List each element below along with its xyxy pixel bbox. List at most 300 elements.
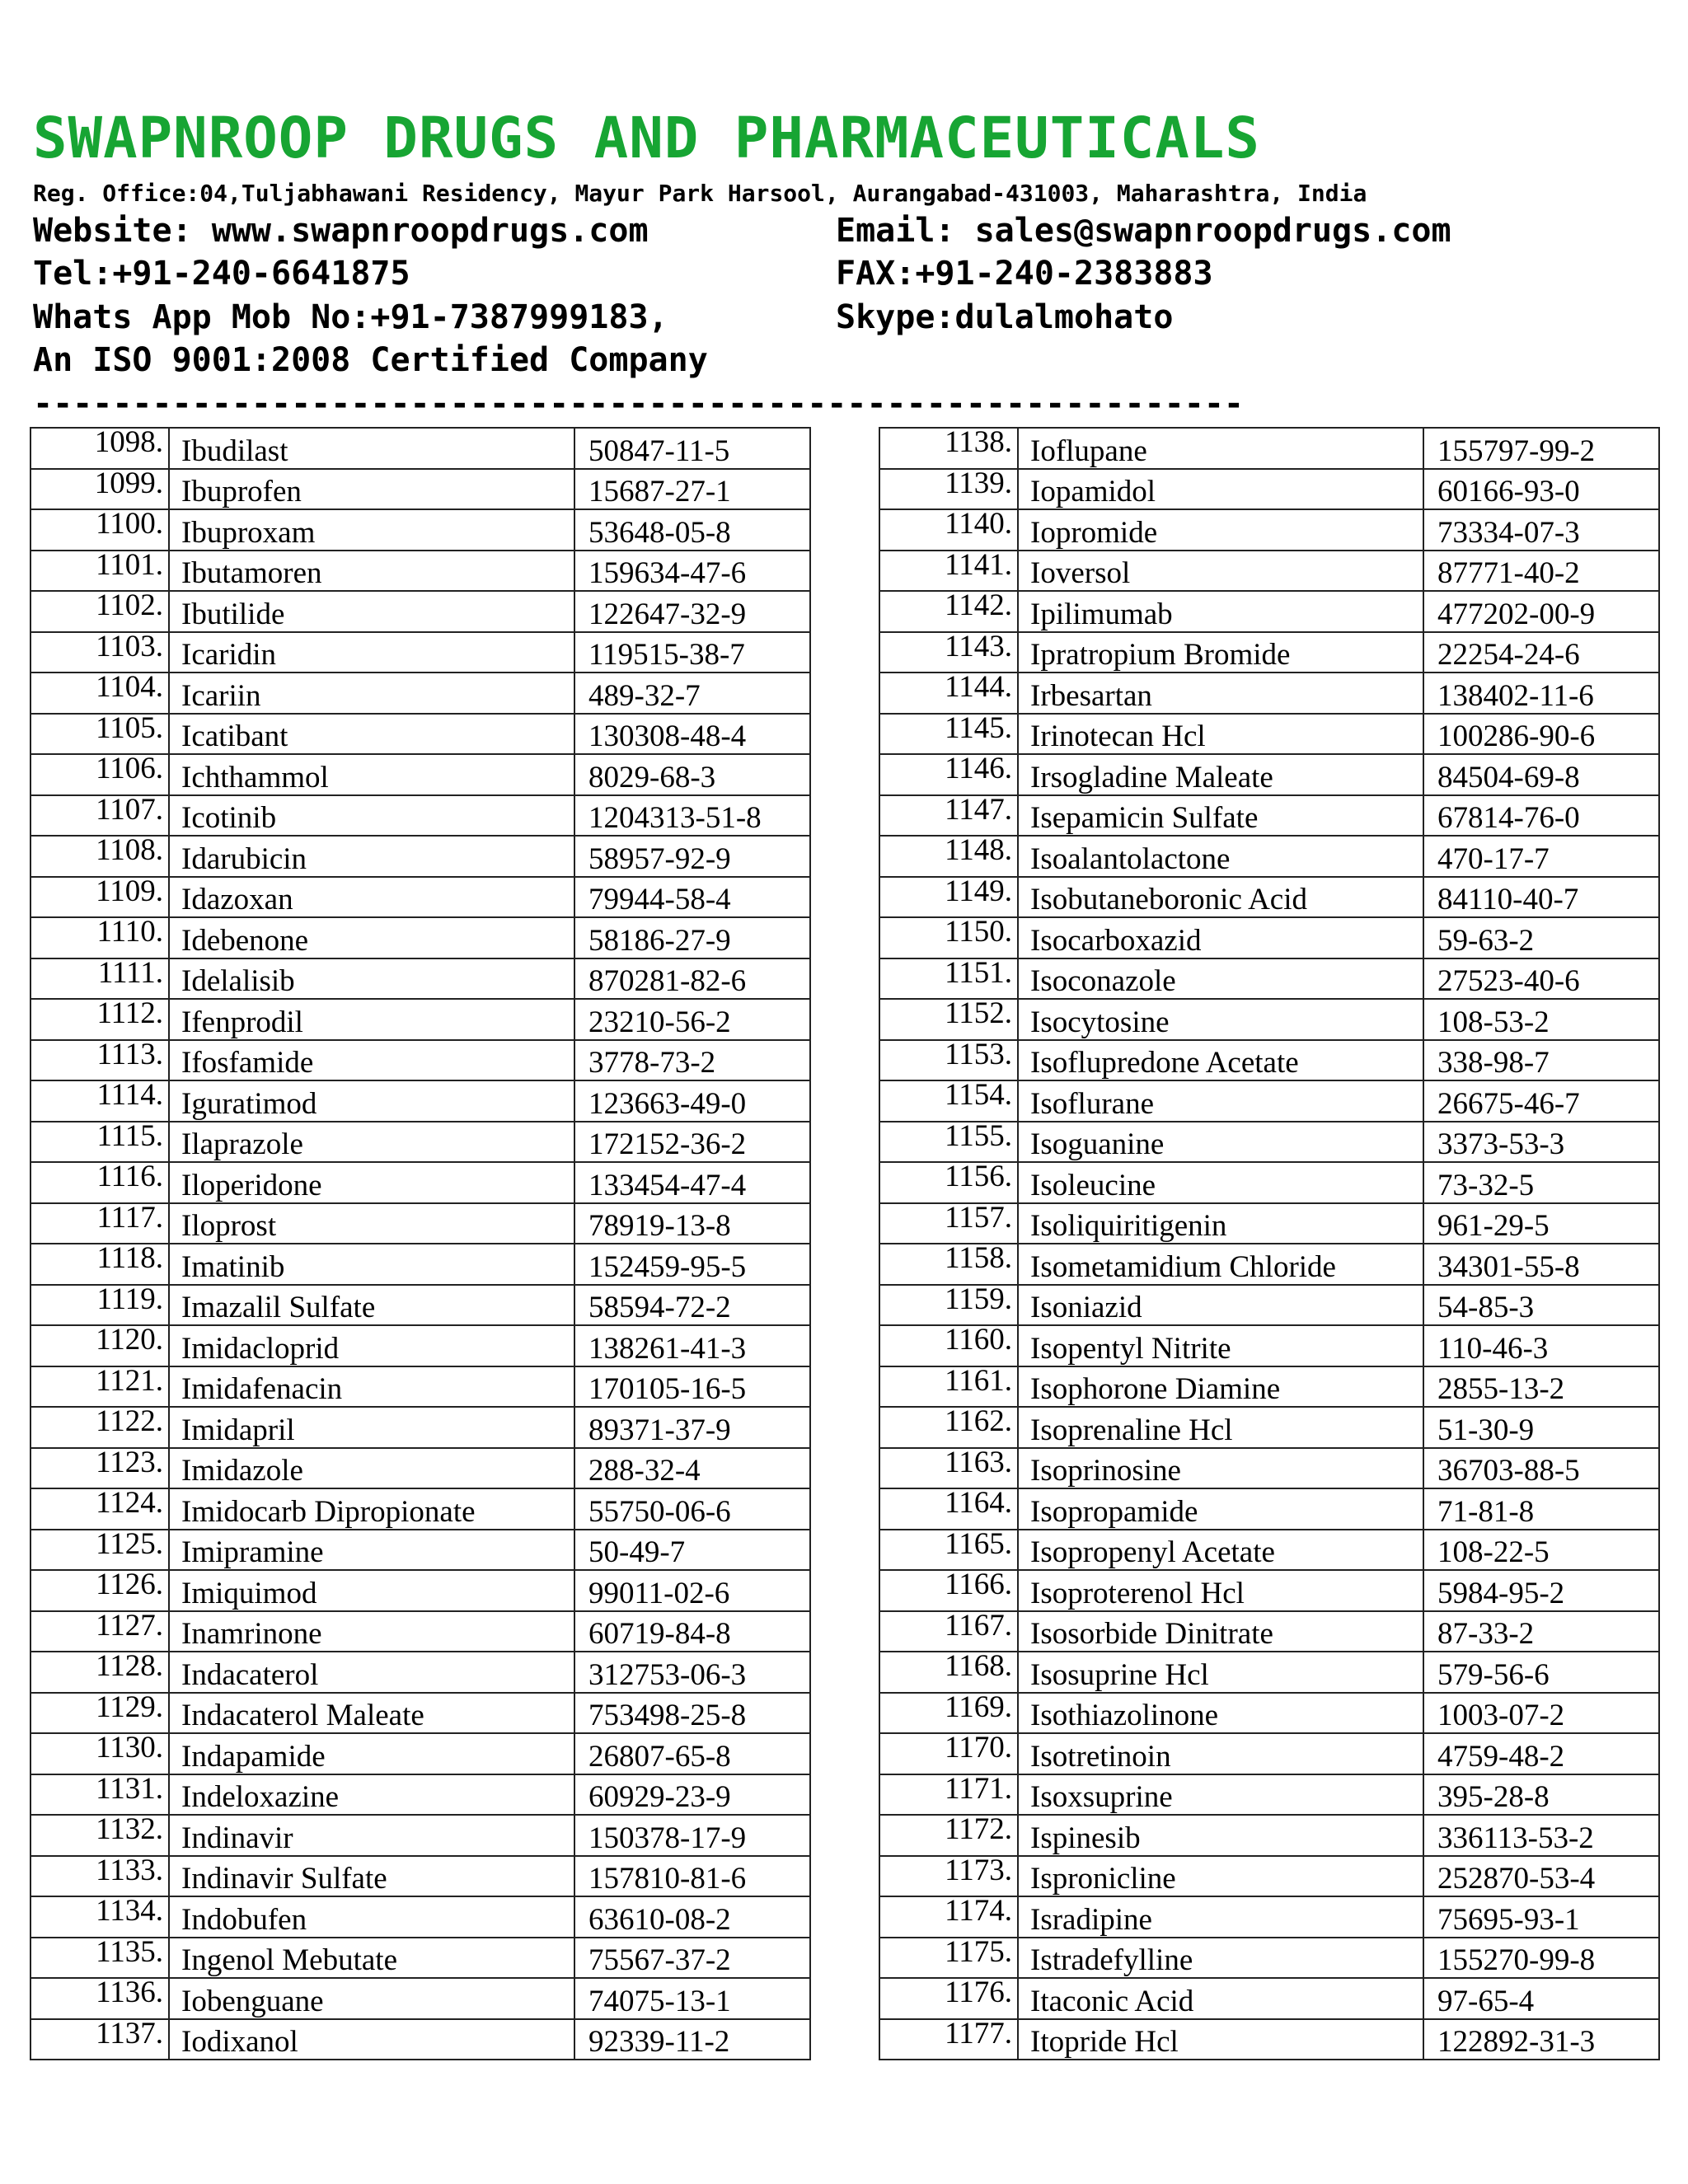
serial-number: 1166.	[879, 1570, 1018, 1611]
serial-number: 1119.	[30, 1285, 169, 1326]
table-row	[30, 428, 810, 469]
cas-number: 123663-49-0	[574, 1080, 810, 1122]
serial-number: 1147.	[879, 795, 1018, 837]
cas-number: 170105-16-5	[574, 1366, 810, 1408]
serial-number: 1099.	[30, 469, 169, 510]
serial-number: 1152.	[879, 999, 1018, 1040]
drug-name: Istradefylline	[1018, 1938, 1423, 1979]
serial-number: 1173.	[879, 1856, 1018, 1897]
serial-number: 1163.	[879, 1448, 1018, 1489]
table-row	[879, 958, 1659, 1000]
serial-number: 1176.	[879, 1978, 1018, 2019]
cas-number: 252870-53-4	[1423, 1856, 1659, 1897]
cas-number: 2855-13-2	[1423, 1366, 1659, 1408]
drug-name: Isopropamide	[1018, 1488, 1423, 1530]
table-row	[879, 591, 1659, 632]
table-row	[879, 999, 1659, 1040]
table-row	[879, 1652, 1659, 1693]
serial-number: 1110.	[30, 917, 169, 958]
serial-number: 1106.	[30, 754, 169, 795]
table-row	[879, 917, 1659, 958]
serial-number: 1155.	[879, 1122, 1018, 1163]
serial-number: 1148.	[879, 836, 1018, 877]
cas-number: 133454-47-4	[574, 1162, 810, 1203]
table-row	[879, 836, 1659, 877]
dashed-divider: -------------------------------------------------------------	[33, 385, 1245, 423]
table-row	[30, 1896, 810, 1938]
cas-number: 97-65-4	[1423, 1978, 1659, 2019]
table-row	[879, 1325, 1659, 1366]
cas-number: 15687-27-1	[574, 469, 810, 510]
cas-number: 26807-65-8	[574, 1733, 810, 1774]
cas-number: 159634-47-6	[574, 551, 810, 592]
serial-number: 1154.	[879, 1080, 1018, 1122]
table-row	[30, 1285, 810, 1326]
drug-name: Isoprenaline Hcl	[1018, 1407, 1423, 1448]
drug-name: Ifenprodil	[169, 999, 574, 1040]
cas-number: 961-29-5	[1423, 1203, 1659, 1244]
table-row	[30, 469, 810, 510]
serial-number: 1146.	[879, 754, 1018, 795]
table-row	[30, 754, 810, 795]
cas-number: 87-33-2	[1423, 1611, 1659, 1652]
drug-name: Ifosfamide	[169, 1040, 574, 1081]
serial-number: 1140.	[879, 509, 1018, 551]
drug-name: Ioversol	[1018, 551, 1423, 592]
serial-number: 1108.	[30, 836, 169, 877]
serial-number: 1118.	[30, 1244, 169, 1285]
table-row	[30, 1244, 810, 1285]
table-row	[30, 999, 810, 1040]
cas-number: 110-46-3	[1423, 1325, 1659, 1366]
cas-number: 336113-53-2	[1423, 1815, 1659, 1856]
serial-number: 1144.	[879, 673, 1018, 714]
serial-number: 1123.	[30, 1448, 169, 1489]
drug-name: Idazoxan	[169, 877, 574, 918]
drug-name: Iloprost	[169, 1203, 574, 1244]
cas-number: 1003-07-2	[1423, 1693, 1659, 1734]
cas-number: 75695-93-1	[1423, 1896, 1659, 1938]
cas-number: 89371-37-9	[574, 1407, 810, 1448]
cas-number: 92339-11-2	[574, 2019, 810, 2060]
serial-number: 1128.	[30, 1652, 169, 1693]
table-row	[879, 1285, 1659, 1326]
drug-name: Ibutamoren	[169, 551, 574, 592]
table-row	[879, 877, 1659, 918]
cas-number: 122892-31-3	[1423, 2019, 1659, 2060]
drug-name: Inamrinone	[169, 1611, 574, 1652]
drug-name: Idebenone	[169, 917, 574, 958]
cas-number: 58186-27-9	[574, 917, 810, 958]
serial-number: 1151.	[879, 958, 1018, 1000]
serial-number: 1167.	[879, 1611, 1018, 1652]
serial-number: 1138.	[879, 428, 1018, 469]
cas-number: 79944-58-4	[574, 877, 810, 918]
whatsapp-line: Whats App Mob No:+91-7387999183,	[33, 298, 668, 336]
drug-name: Isoflurane	[1018, 1080, 1423, 1122]
cas-number: 73334-07-3	[1423, 509, 1659, 551]
table-row	[879, 1040, 1659, 1081]
serial-number: 1115.	[30, 1122, 169, 1163]
drug-name: Isoguanine	[1018, 1122, 1423, 1163]
drug-name: Isepamicin Sulfate	[1018, 795, 1423, 837]
serial-number: 1139.	[879, 469, 1018, 510]
table-row	[879, 714, 1659, 755]
fax-line: FAX:+91-240-2383883	[836, 255, 1213, 293]
drug-name: Ilaprazole	[169, 1122, 574, 1163]
drug-name: Icariin	[169, 673, 574, 714]
table-row	[30, 1122, 810, 1163]
table-row	[30, 714, 810, 755]
table-row	[30, 877, 810, 918]
table-row	[30, 1611, 810, 1652]
drug-name: Ipratropium Bromide	[1018, 632, 1423, 673]
table-row	[879, 1774, 1659, 1816]
cas-number: 152459-95-5	[574, 1244, 810, 1285]
drug-name: Isoliquiritigenin	[1018, 1203, 1423, 1244]
serial-number: 1153.	[879, 1040, 1018, 1081]
cas-number: 3373-53-3	[1423, 1122, 1659, 1163]
drug-name: Isobutaneboronic Acid	[1018, 877, 1423, 918]
serial-number: 1111.	[30, 958, 169, 1000]
serial-number: 1134.	[30, 1896, 169, 1938]
cas-number: 58594-72-2	[574, 1285, 810, 1326]
table-row	[879, 1978, 1659, 2019]
cas-number: 100286-90-6	[1423, 714, 1659, 755]
drug-name: Isoproterenol Hcl	[1018, 1570, 1423, 1611]
drug-name: Isoniazid	[1018, 1285, 1423, 1326]
cas-number: 395-28-8	[1423, 1774, 1659, 1816]
cas-number: 138261-41-3	[574, 1325, 810, 1366]
drug-name: Icaridin	[169, 632, 574, 673]
serial-number: 1126.	[30, 1570, 169, 1611]
cas-number: 55750-06-6	[574, 1488, 810, 1530]
cas-number: 122647-32-9	[574, 591, 810, 632]
cas-number: 753498-25-8	[574, 1693, 810, 1734]
cas-number: 138402-11-6	[1423, 673, 1659, 714]
cas-number: 50-49-7	[574, 1530, 810, 1571]
cas-number: 36703-88-5	[1423, 1448, 1659, 1489]
drug-name: Indeloxazine	[169, 1774, 574, 1816]
table-row	[879, 1122, 1659, 1163]
drug-name: Indacaterol	[169, 1652, 574, 1693]
table-row	[30, 2019, 810, 2060]
cas-number: 108-22-5	[1423, 1530, 1659, 1571]
drug-name: Iobenguane	[169, 1978, 574, 2019]
table-row	[30, 1733, 810, 1774]
cas-number: 8029-68-3	[574, 754, 810, 795]
cas-number: 477202-00-9	[1423, 591, 1659, 632]
drug-name: Isometamidium Chloride	[1018, 1244, 1423, 1285]
cas-number: 119515-38-7	[574, 632, 810, 673]
drug-name: Iodixanol	[169, 2019, 574, 2060]
drug-name: Isoalantolactone	[1018, 836, 1423, 877]
drug-table-right	[879, 427, 1660, 2060]
email-line: Email: sales@swapnroopdrugs.com	[836, 212, 1451, 250]
drug-name: Isocytosine	[1018, 999, 1423, 1040]
serial-number: 1133.	[30, 1856, 169, 1897]
table-row	[879, 469, 1659, 510]
table-row	[30, 1080, 810, 1122]
drug-name: Iopromide	[1018, 509, 1423, 551]
registered-office-address: Reg. Office:04,Tuljabhawani Residency, Mayur Park Harsool, Aurangabad-431003, Maharashtra, India	[33, 180, 1367, 207]
serial-number: 1158.	[879, 1244, 1018, 1285]
table-row	[879, 795, 1659, 837]
table-row	[879, 1856, 1659, 1897]
cas-number: 60719-84-8	[574, 1611, 810, 1652]
serial-number: 1121.	[30, 1366, 169, 1408]
table-row	[879, 1244, 1659, 1285]
drug-name: Irsogladine Maleate	[1018, 754, 1423, 795]
serial-number: 1100.	[30, 509, 169, 551]
drug-name: Ibuproxam	[169, 509, 574, 551]
cas-number: 157810-81-6	[574, 1856, 810, 1897]
cas-number: 1204313-51-8	[574, 795, 810, 837]
table-row	[30, 1488, 810, 1530]
cas-number: 150378-17-9	[574, 1815, 810, 1856]
drug-name: Ibudilast	[169, 428, 574, 469]
table-row	[879, 551, 1659, 592]
drug-name: Ichthammol	[169, 754, 574, 795]
table-row	[30, 632, 810, 673]
table-row	[30, 1203, 810, 1244]
serial-number: 1143.	[879, 632, 1018, 673]
drug-table-left	[30, 427, 811, 2060]
table-row	[879, 1366, 1659, 1408]
drug-name: Imidazole	[169, 1448, 574, 1489]
cas-number: 87771-40-2	[1423, 551, 1659, 592]
serial-number: 1175.	[879, 1938, 1018, 1979]
serial-number: 1165.	[879, 1530, 1018, 1571]
drug-name: Imidocarb Dipropionate	[169, 1488, 574, 1530]
serial-number: 1125.	[30, 1530, 169, 1571]
cas-number: 288-32-4	[574, 1448, 810, 1489]
cas-number: 870281-82-6	[574, 958, 810, 1000]
drug-name: Isopropenyl Acetate	[1018, 1530, 1423, 1571]
serial-number: 1109.	[30, 877, 169, 918]
table-row	[879, 2019, 1659, 2060]
table-row	[30, 591, 810, 632]
drug-name: Imidapril	[169, 1407, 574, 1448]
table-row	[879, 1407, 1659, 1448]
drug-name: Itaconic Acid	[1018, 1978, 1423, 2019]
table-row	[879, 632, 1659, 673]
drug-name: Ioflupane	[1018, 428, 1423, 469]
drug-name: Iloperidone	[169, 1162, 574, 1203]
serial-number: 1169.	[879, 1693, 1018, 1734]
cas-number: 60929-23-9	[574, 1774, 810, 1816]
drug-name: Ibutilide	[169, 591, 574, 632]
drug-name: Idarubicin	[169, 836, 574, 877]
serial-number: 1114.	[30, 1080, 169, 1122]
drug-name: Indinavir	[169, 1815, 574, 1856]
cas-number: 338-98-7	[1423, 1040, 1659, 1081]
cas-number: 22254-24-6	[1423, 632, 1659, 673]
drug-name: Isoconazole	[1018, 958, 1423, 1000]
serial-number: 1101.	[30, 551, 169, 592]
cas-number: 84110-40-7	[1423, 877, 1659, 918]
serial-number: 1120.	[30, 1325, 169, 1366]
serial-number: 1157.	[879, 1203, 1018, 1244]
table-row	[30, 509, 810, 551]
drug-name: Isosuprine Hcl	[1018, 1652, 1423, 1693]
table-row	[30, 1938, 810, 1979]
table-row	[30, 1652, 810, 1693]
serial-number: 1105.	[30, 714, 169, 755]
cas-number: 27523-40-6	[1423, 958, 1659, 1000]
cas-number: 130308-48-4	[574, 714, 810, 755]
cas-number: 34301-55-8	[1423, 1244, 1659, 1285]
serial-number: 1149.	[879, 877, 1018, 918]
table-row	[879, 509, 1659, 551]
cas-number: 23210-56-2	[574, 999, 810, 1040]
table-row	[879, 428, 1659, 469]
table-row	[30, 1366, 810, 1408]
drug-name: Isoprinosine	[1018, 1448, 1423, 1489]
table-row	[30, 1693, 810, 1734]
cas-number: 67814-76-0	[1423, 795, 1659, 837]
serial-number: 1171.	[879, 1774, 1018, 1816]
drug-name: Irinotecan Hcl	[1018, 714, 1423, 755]
cas-number: 71-81-8	[1423, 1488, 1659, 1530]
table-row	[30, 1448, 810, 1489]
drug-name: Imazalil Sulfate	[169, 1285, 574, 1326]
drug-name: Imiquimod	[169, 1570, 574, 1611]
table-row	[879, 1570, 1659, 1611]
cas-number: 73-32-5	[1423, 1162, 1659, 1203]
drug-name: Isoxsuprine	[1018, 1774, 1423, 1816]
cas-number: 53648-05-8	[574, 509, 810, 551]
cas-number: 312753-06-3	[574, 1652, 810, 1693]
serial-number: 1177.	[879, 2019, 1018, 2060]
drug-name: Isosorbide Dinitrate	[1018, 1611, 1423, 1652]
serial-number: 1104.	[30, 673, 169, 714]
drug-name: Irbesartan	[1018, 673, 1423, 714]
table-row	[30, 1162, 810, 1203]
drug-name: Indacaterol Maleate	[169, 1693, 574, 1734]
drug-name: Iguratimod	[169, 1080, 574, 1122]
table-row	[879, 1693, 1659, 1734]
drug-name: Ingenol Mebutate	[169, 1938, 574, 1979]
serial-number: 1112.	[30, 999, 169, 1040]
table-row	[30, 673, 810, 714]
cas-number: 470-17-7	[1423, 836, 1659, 877]
cas-number: 155797-99-2	[1423, 428, 1659, 469]
table-row	[30, 1530, 810, 1571]
serial-number: 1132.	[30, 1815, 169, 1856]
table-row	[879, 1448, 1659, 1489]
drug-name: Ispinesib	[1018, 1815, 1423, 1856]
serial-number: 1135.	[30, 1938, 169, 1979]
cas-number: 155270-99-8	[1423, 1938, 1659, 1979]
serial-number: 1170.	[879, 1733, 1018, 1774]
serial-number: 1103.	[30, 632, 169, 673]
serial-number: 1161.	[879, 1366, 1018, 1408]
website-line: Website: www.swapnroopdrugs.com	[33, 212, 649, 250]
serial-number: 1113.	[30, 1040, 169, 1081]
serial-number: 1116.	[30, 1162, 169, 1203]
table-row	[30, 551, 810, 592]
drug-name: Idelalisib	[169, 958, 574, 1000]
serial-number: 1164.	[879, 1488, 1018, 1530]
table-row	[879, 1733, 1659, 1774]
drug-name: Isoleucine	[1018, 1162, 1423, 1203]
iso-certification-line: An ISO 9001:2008 Certified Company	[33, 341, 708, 379]
serial-number: 1141.	[879, 551, 1018, 592]
drug-name: Indinavir Sulfate	[169, 1856, 574, 1897]
serial-number: 1117.	[30, 1203, 169, 1244]
serial-number: 1102.	[30, 591, 169, 632]
drug-name: Isophorone Diamine	[1018, 1366, 1423, 1408]
cas-number: 5984-95-2	[1423, 1570, 1659, 1611]
drug-name: Imidacloprid	[169, 1325, 574, 1366]
table-row	[879, 1530, 1659, 1571]
serial-number: 1142.	[879, 591, 1018, 632]
drug-name: Itopride Hcl	[1018, 2019, 1423, 2060]
drug-name: Ibuprofen	[169, 469, 574, 510]
drug-name: Iopamidol	[1018, 469, 1423, 510]
drug-name: Ipilimumab	[1018, 591, 1423, 632]
telephone-line: Tel:+91-240-6641875	[33, 255, 410, 293]
serial-number: 1127.	[30, 1611, 169, 1652]
cas-number: 3778-73-2	[574, 1040, 810, 1081]
table-row	[30, 1407, 810, 1448]
serial-number: 1137.	[30, 2019, 169, 2060]
table-row	[879, 1611, 1659, 1652]
table-row	[30, 1040, 810, 1081]
cas-number: 84504-69-8	[1423, 754, 1659, 795]
drug-name: Isocarboxazid	[1018, 917, 1423, 958]
table-row	[30, 958, 810, 1000]
table-row	[30, 1325, 810, 1366]
serial-number: 1156.	[879, 1162, 1018, 1203]
serial-number: 1129.	[30, 1693, 169, 1734]
cas-number: 74075-13-1	[574, 1978, 810, 2019]
serial-number: 1130.	[30, 1733, 169, 1774]
cas-number: 78919-13-8	[574, 1203, 810, 1244]
serial-number: 1145.	[879, 714, 1018, 755]
cas-number: 58957-92-9	[574, 836, 810, 877]
drug-name: Icatibant	[169, 714, 574, 755]
table-row	[30, 1570, 810, 1611]
drug-name: Imatinib	[169, 1244, 574, 1285]
cas-number: 51-30-9	[1423, 1407, 1659, 1448]
cas-number: 60166-93-0	[1423, 469, 1659, 510]
cas-number: 172152-36-2	[574, 1122, 810, 1163]
drug-name: Ispronicline	[1018, 1856, 1423, 1897]
table-row	[879, 1896, 1659, 1938]
cas-number: 579-56-6	[1423, 1652, 1659, 1693]
table-row	[30, 1774, 810, 1816]
drug-name: Imidafenacin	[169, 1366, 574, 1408]
skype-line: Skype:dulalmohato	[836, 298, 1174, 336]
drug-name: Indobufen	[169, 1896, 574, 1938]
serial-number: 1160.	[879, 1325, 1018, 1366]
table-row	[879, 1080, 1659, 1122]
table-row	[879, 1815, 1659, 1856]
table-row	[879, 1203, 1659, 1244]
table-row	[30, 1856, 810, 1897]
serial-number: 1098.	[30, 428, 169, 469]
serial-number: 1172.	[879, 1815, 1018, 1856]
drug-name: Isopentyl Nitrite	[1018, 1325, 1423, 1366]
drug-name: Imipramine	[169, 1530, 574, 1571]
table-row	[879, 673, 1659, 714]
cas-number: 54-85-3	[1423, 1285, 1659, 1326]
cas-number: 75567-37-2	[574, 1938, 810, 1979]
serial-number: 1131.	[30, 1774, 169, 1816]
serial-number: 1107.	[30, 795, 169, 837]
